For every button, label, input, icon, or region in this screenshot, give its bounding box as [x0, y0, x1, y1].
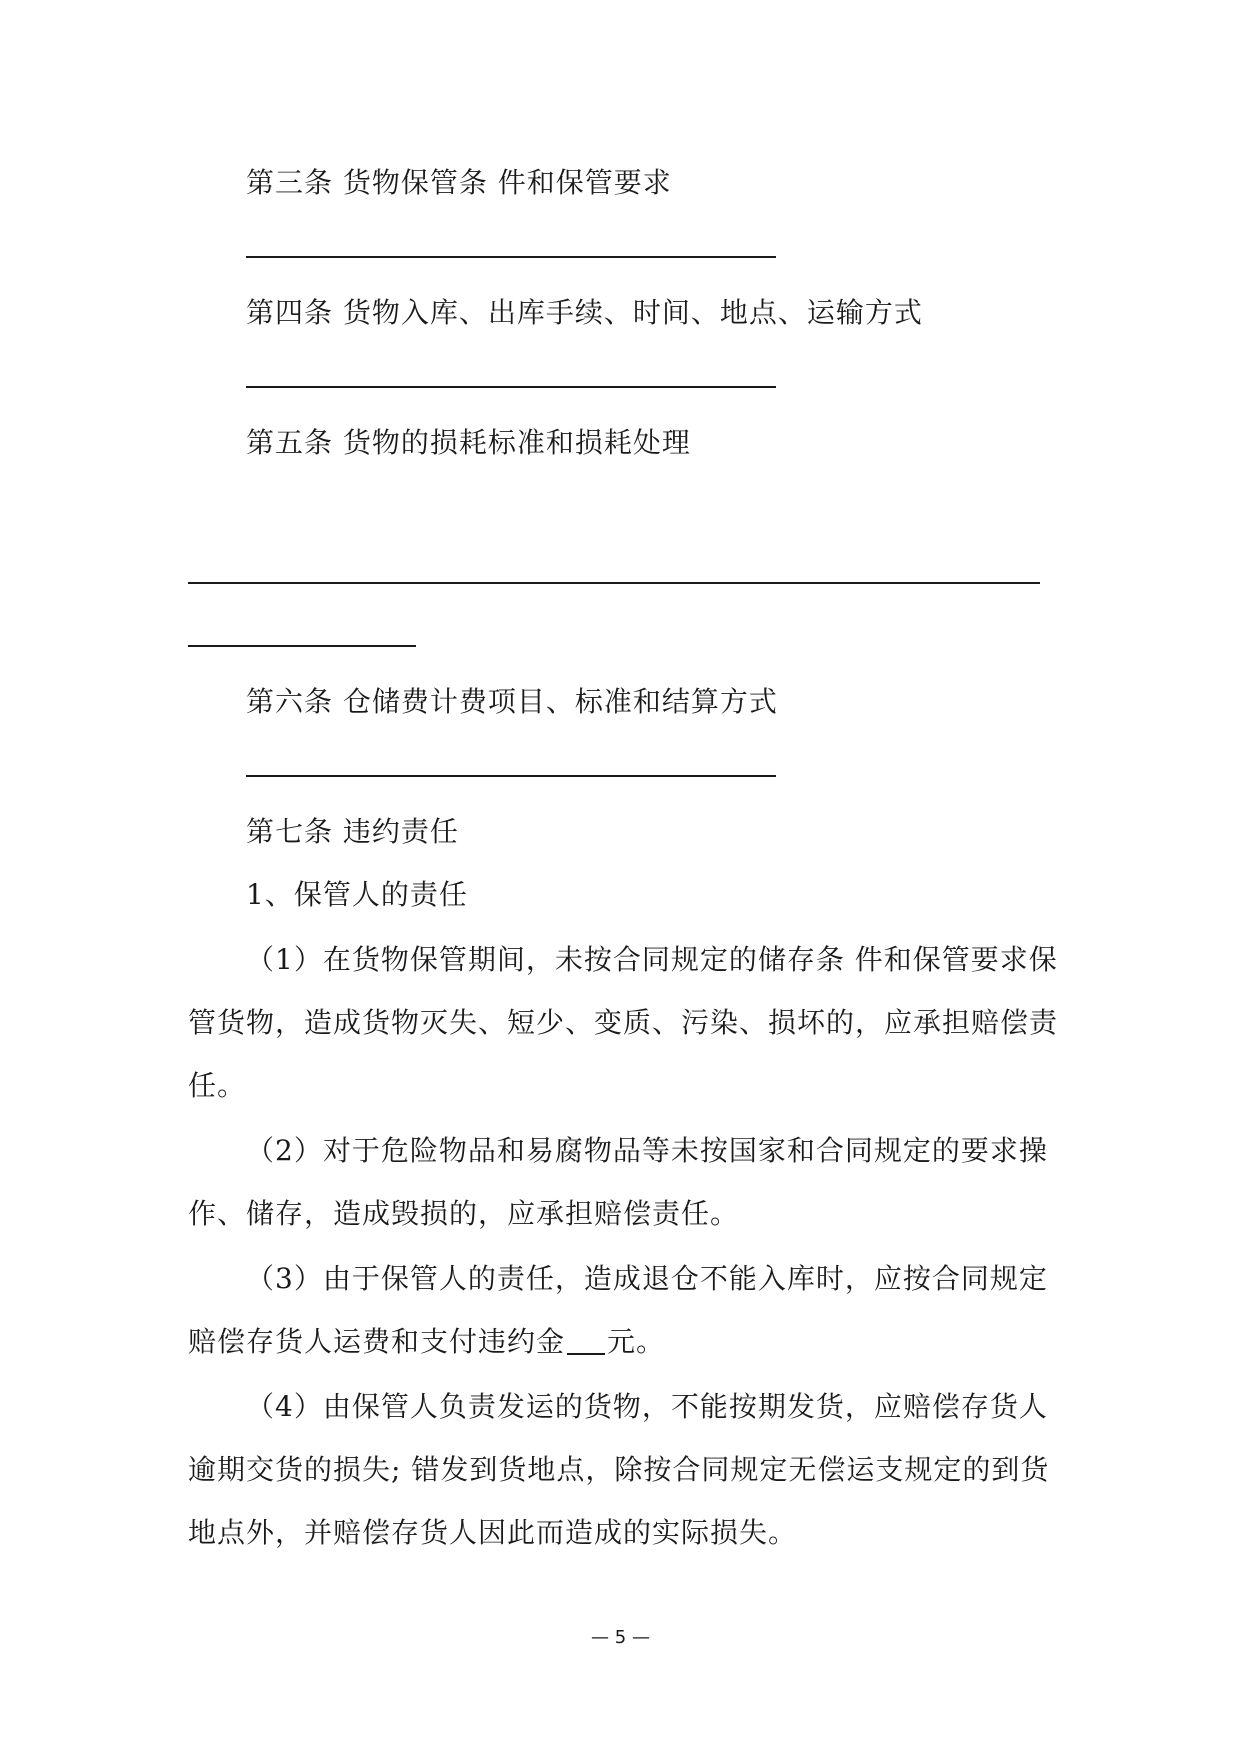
item-1-line-2: 管货物，造成货物灭失、短少、变质、污染、损坏的，应承担赔偿责 — [188, 1006, 1059, 1039]
fill-in-line — [246, 256, 776, 258]
amount-blank — [567, 1323, 605, 1355]
item-3-line-2-end: 元。 — [607, 1325, 666, 1358]
item-4-line-2: 逾期交货的损失; 错发到货地点，除按合同规定无偿运支规定的到货 — [188, 1453, 1050, 1486]
article-4-heading: 第四条 货物入库、出库手续、时间、地点、运输方式 — [246, 296, 923, 329]
article-6-heading: 第六条 仓储费计费项目、标准和结算方式 — [246, 685, 778, 718]
fill-in-line — [188, 582, 1040, 584]
fill-in-line — [188, 645, 416, 647]
item-4-line-3: 地点外，并赔偿存货人因此而造成的实际损失。 — [188, 1516, 798, 1549]
item-3-line-1: （3）由于保管人的责任，造成退仓不能入库时，应按合同规定 — [246, 1262, 1048, 1295]
custodian-liability-subheading: 1、保管人的责任 — [246, 878, 468, 911]
item-3-line-2 — [188, 1322, 665, 1362]
item-2-line-2: 作、储存，造成毁损的，应承担赔偿责任。 — [188, 1197, 740, 1230]
page-number: — 5 — — [591, 1627, 650, 1648]
article-3-heading: 第三条 货物保管条 件和保管要求 — [246, 166, 672, 199]
item-2-line-1: （2）对于危险物品和易腐物品等未按国家和合同规定的要求操 — [246, 1134, 1048, 1167]
item-4-line-1: （4）由保管人负责发运的货物，不能按期发货，应赔偿存货人 — [246, 1390, 1048, 1423]
item-1-line-3: 任。 — [188, 1069, 247, 1102]
fill-in-line — [246, 386, 776, 388]
fill-in-line — [246, 775, 776, 777]
article-5-heading: 第五条 货物的损耗标准和损耗处理 — [246, 426, 691, 459]
item-3-line-2-text: 赔偿存货人运费和支付违约金 — [188, 1325, 566, 1358]
item-1-line-1: （1）在货物保管期间，未按合同规定的储存条 件和保管要求保 — [246, 943, 1058, 976]
article-7-heading: 第七条 违约责任 — [246, 815, 459, 848]
